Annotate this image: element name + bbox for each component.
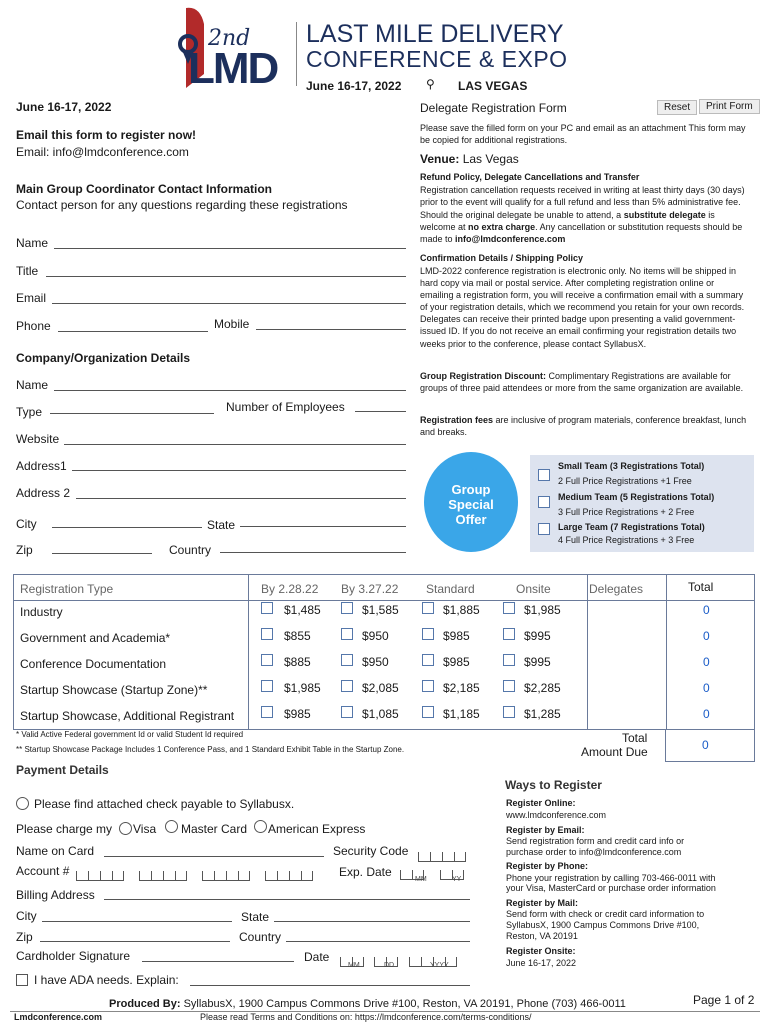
reset-button[interactable]: Reset [657,100,697,115]
mastercard-label: Master Card [181,822,248,836]
price-value: $985 [443,655,470,669]
price-value: $985 [284,707,311,721]
ways-email-text-2: purchase order to info@lmdconference.com [506,847,682,857]
large-team-checkbox[interactable] [538,523,550,535]
price-value: $1,985 [284,681,321,695]
row-type-label: Industry [20,605,63,619]
table-header-standard: Standard [426,582,475,596]
ways-online-text: www.lmdconference.com [506,810,607,820]
billing-city-field[interactable] [42,921,232,922]
refund-substitute: substitute delegate [623,209,706,220]
table-header-total: Total [688,580,714,594]
row-total-value: 0 [703,707,710,721]
price-value: $1,085 [362,707,399,721]
billing-country-label: Country [239,930,282,944]
col-divider-1 [248,575,249,729]
price-value: $855 [284,629,311,643]
email-heading: Email this form to register now! [16,128,197,142]
header-title-1: LAST MILE DELIVERY [306,20,564,48]
price-checkbox[interactable] [422,628,434,640]
fees-note [420,414,750,439]
country-field[interactable] [220,552,406,553]
zip-label: Zip [16,543,33,557]
row-total-value: 0 [703,681,710,695]
price-value: $985 [443,629,470,643]
group-discount-text: Complimentary Registrations are available for groups of three paid attendees or more from the same organization are available. [420,371,744,394]
security-code-field[interactable] [418,844,466,856]
company-name-field[interactable] [54,390,406,391]
address2-field[interactable] [76,498,406,499]
logo-2nd: 2nd [208,26,251,51]
price-checkbox[interactable] [503,628,515,640]
signature-field[interactable] [142,961,294,962]
header-divider [296,22,297,86]
location-pin-icon: ⚲ [426,77,435,91]
exp-yy-hint: YY [452,876,462,883]
price-checkbox[interactable] [261,628,273,640]
billing-address-label: Billing Address [16,888,95,902]
row-total-value: 0 [703,629,710,643]
header-dates: June 16-17, 2022 [306,79,402,93]
row-type-label: Startup Showcase (Startup Zone)** [20,683,208,697]
ada-label: I have ADA needs. Explain: [34,973,179,987]
footer-site: Lmdconference.com [14,1012,103,1022]
address2-label: Address 2 [16,486,71,500]
header-location: LAS VEGAS [458,79,528,93]
billing-state-label: State [241,910,270,924]
email-label: Email [16,291,47,305]
price-checkbox[interactable] [341,602,353,614]
row-type-label: Conference Documentation [20,657,167,671]
delegates-input[interactable] [590,601,652,619]
fees-text: are inclusive of program materials, conference breakfast, lunch and breaks. [420,415,747,438]
billing-country-field[interactable] [286,941,470,942]
price-value: $1,885 [443,603,480,617]
mastercard-radio[interactable] [165,820,178,833]
address1-field[interactable] [72,470,406,471]
exp-mm-hint: MM [415,876,427,883]
large-team-title: Large Team (7 Registrations Total) [558,522,705,532]
ways-email-text-1: Send registration form and credit card info or [506,836,685,846]
small-team-checkbox[interactable] [538,469,550,481]
table-header-delegates: Delegates [589,582,644,596]
table-header-onsite: Onsite [516,582,551,596]
date-dd-hint: DD [384,962,395,969]
price-value: $2,085 [362,681,399,695]
payment-heading: Payment Details [16,763,109,777]
price-checkbox[interactable] [261,654,273,666]
coordinator-heading: Main Group Coordinator Contact Information [16,182,272,196]
note-startup: ** Startup Showcase Package Includes 1 Conference Pass, and 1 Standard Exhibit Table in the Startup Zone. [16,745,405,754]
city-label: City [16,517,37,531]
venue-value: Las Vegas [462,152,519,166]
website-label: Website [16,432,60,446]
city-field[interactable] [52,527,202,528]
security-code-label: Security Code [333,844,409,858]
table-header-type: Registration Type [20,582,114,596]
amex-label: American Express [268,822,366,836]
date-yyyy-hint: YYYY [430,962,449,969]
delegates-input[interactable] [590,679,652,697]
type-field[interactable] [50,413,214,414]
confirm-text: LMD-2022 conference registration is electronic only. No items will be shipped in hard copy via mail or postal service. After completing registration online or emailing a registration form, you will receive a confirmation email with a summary of your registration details, which we recommend you retain for your own records. Delegates can receive their printed badge upon presenting a valid government-issued ID. If you do not receive an email confirming your registration details two weeks prior to the conference, please contact SyllabusX. [420,266,745,349]
price-checkbox[interactable] [422,654,434,666]
type-label: Type [16,405,43,419]
col-divider-2 [587,575,588,729]
group-offer-bubble [424,452,518,552]
price-checkbox[interactable] [261,706,273,718]
zip-field[interactable] [52,553,152,554]
price-value: $2,285 [524,681,561,695]
row-type-label: Startup Showcase, Additional Registrant [20,709,235,723]
row-total-value: 0 [703,603,710,617]
price-checkbox[interactable] [422,602,434,614]
table-header-by-feb: By 2.28.22 [261,582,319,596]
company-heading: Company/Organization Details [16,351,191,365]
bubble-line-2: Special [448,497,494,512]
print-button[interactable]: Print Form [699,99,760,114]
title-label: Title [16,264,39,278]
table-header-by-mar: By 3.27.22 [341,582,399,596]
website-field[interactable] [64,444,406,445]
price-value: $995 [524,629,551,643]
ways-mail-heading: Register by Mail: [506,898,579,908]
billing-state-field[interactable] [274,921,470,922]
col-divider-3 [666,575,667,729]
price-value: $995 [524,655,551,669]
title-field[interactable] [46,276,406,277]
ways-phone-text-1: Phone your registration by calling 703-466-0011 with [506,873,716,883]
fees-heading: Registration fees [420,415,494,425]
phone-field[interactable] [58,331,208,332]
event-date: June 16-17, 2022 [16,100,112,114]
delegates-input[interactable] [590,653,652,671]
price-value: $2,185 [443,681,480,695]
employees-field[interactable] [355,411,406,412]
mobile-label: Mobile [214,317,250,331]
row-total-value: 0 [703,655,710,669]
price-checkbox[interactable] [422,706,434,718]
price-checkbox[interactable] [261,602,273,614]
total-amount-value[interactable]: 0 [702,738,709,752]
signature-label: Cardholder Signature [16,949,131,963]
total-label-2: Amount Due [581,745,648,759]
state-label: State [207,518,236,532]
group-discount [420,370,750,395]
address1-label: Address1 [16,459,67,473]
price-value: $1,585 [362,603,399,617]
note-federal-id: * Valid Active Federal government Id or valid Student Id required [16,730,244,739]
price-value: $1,985 [524,603,561,617]
price-checkbox[interactable] [503,706,515,718]
phone-label: Phone [16,319,51,333]
billing-address-field[interactable] [104,899,470,900]
group-discount-heading: Group Registration Discount: [420,371,546,381]
name-field[interactable] [54,248,406,249]
price-checkbox[interactable] [341,706,353,718]
visa-radio[interactable] [119,822,132,835]
ways-mail-text-3: Reston, VA 20191 [506,931,578,941]
billing-city-label: City [16,909,37,923]
price-checkbox[interactable] [341,628,353,640]
small-team-title: Small Team (3 Registrations Total) [558,461,705,471]
header-title-2: CONFERENCE & EXPO [306,46,568,72]
account-number-field[interactable] [76,863,313,875]
footer-produced-label: Produced By: [109,998,181,1010]
account-label: Account # [16,864,70,878]
delegates-input[interactable] [590,627,652,645]
price-value: $1,185 [443,707,480,721]
total-label-1: Total [622,731,648,745]
save-note: Please save the filled form on your PC and email as an attachment This form may be copied for additional registrations. [420,123,746,145]
price-checkbox[interactable] [503,680,515,692]
price-checkbox[interactable] [341,654,353,666]
ways-mail-text-2: SyllabusX, 1900 Campus Commons Drive #100, [506,920,700,930]
name-on-card-label: Name on Card [16,844,95,858]
venue-label: Venue: [420,152,460,166]
refund-email: info@lmdconference.com [455,234,566,245]
price-checkbox[interactable] [261,680,273,692]
exp-date-label: Exp. Date [339,865,392,879]
refund-body: Registration cancellation requests received in writing at least thirty days (30 days) prior to the event will qualify for a full refund and less than 5% administrative fee. Should the original delegate be unable to attend, a [420,185,745,220]
confirm-heading: Confirmation Details / Shipping Policy [420,253,584,263]
price-checkbox[interactable] [422,680,434,692]
refund-mid: is welcome at [420,209,715,232]
sign-date-field[interactable] [340,949,457,961]
email-field[interactable] [52,303,406,304]
name-label: Name [16,236,49,250]
medium-team-checkbox[interactable] [538,496,550,508]
bubble-line-1: Group [451,482,491,497]
sign-date-label: Date [304,950,330,964]
ways-onsite-text: June 16-17, 2022 [506,958,577,968]
bubble-line-3: Offer [455,512,487,527]
check-radio[interactable] [16,797,29,810]
price-checkbox[interactable] [503,654,515,666]
medium-team-detail: 3 Full Price Registrations + 2 Free [558,507,695,517]
exp-date-field[interactable] [400,862,464,874]
total-amount-box [665,729,755,762]
delegates-input[interactable] [590,705,652,723]
footer-terms: Please read Terms and Conditions on: https://lmdconference.com/terms-conditions/ [200,1012,532,1022]
refund-no-charge: no extra charge [468,221,536,232]
ways-onsite-heading: Register Onsite: [506,946,576,956]
footer-produced [109,998,626,1010]
small-team-detail: 2 Full Price Registrations +1 Free [558,476,692,486]
row-type-label: Government and Academia* [20,631,171,645]
price-value: $885 [284,655,311,669]
date-mm-hint: MM [348,962,360,969]
ways-heading: Ways to Register [505,778,602,792]
ways-phone-heading: Register by Phone: [506,861,589,871]
country-label: Country [169,543,212,557]
charge-label: Please charge my [16,822,113,836]
email-line: Email: info@lmdconference.com [16,145,189,159]
logo-lmd: LMD [188,44,278,93]
page-number: Page 1 of 2 [693,993,755,1007]
form-title: Delegate Registration Form [420,101,567,115]
amex-radio[interactable] [254,820,267,833]
coordinator-sub: Contact person for any questions regarding these registrations [16,198,348,212]
price-value: $1,485 [284,603,321,617]
state-field[interactable] [240,526,406,527]
venue [420,152,519,166]
price-checkbox[interactable] [503,602,515,614]
price-value: $950 [362,655,389,669]
ways-online-heading: Register Online: [506,798,576,808]
ada-checkbox[interactable] [16,974,28,986]
price-value: $1,285 [524,707,561,721]
company-name-label: Name [16,378,49,392]
refund-heading: Refund Policy, Delegate Cancellations and Transfer [420,172,640,182]
ways-mail-text-1: Send form with check or credit card information to [506,909,705,919]
ada-field[interactable] [190,985,470,986]
refund-end: . Any cancellation or substitution requests should be made to [420,221,743,245]
visa-label: Visa [133,822,157,836]
logo [172,4,292,93]
billing-zip-field[interactable] [40,941,230,942]
large-team-detail: 4 Full Price Registrations + 3 Free [558,535,695,545]
footer-produced-text: SyllabusX, 1900 Campus Commons Drive #100, Reston, VA 20191, Phone (703) 466-0011 [183,998,626,1010]
price-checkbox[interactable] [341,680,353,692]
check-label: Please find attached check payable to Syllabusx. [34,797,295,811]
refund-text [420,184,750,245]
billing-zip-label: Zip [16,930,33,944]
price-value: $950 [362,629,389,643]
ways-phone-text-2: your Visa, MasterCard or purchase order information [506,883,716,893]
employees-label: Number of Employees [226,400,345,414]
name-on-card-field[interactable] [104,856,324,857]
ways-email-heading: Register by Email: [506,825,585,835]
mobile-field[interactable] [256,329,406,330]
medium-team-title: Medium Team (5 Registrations Total) [558,492,715,502]
